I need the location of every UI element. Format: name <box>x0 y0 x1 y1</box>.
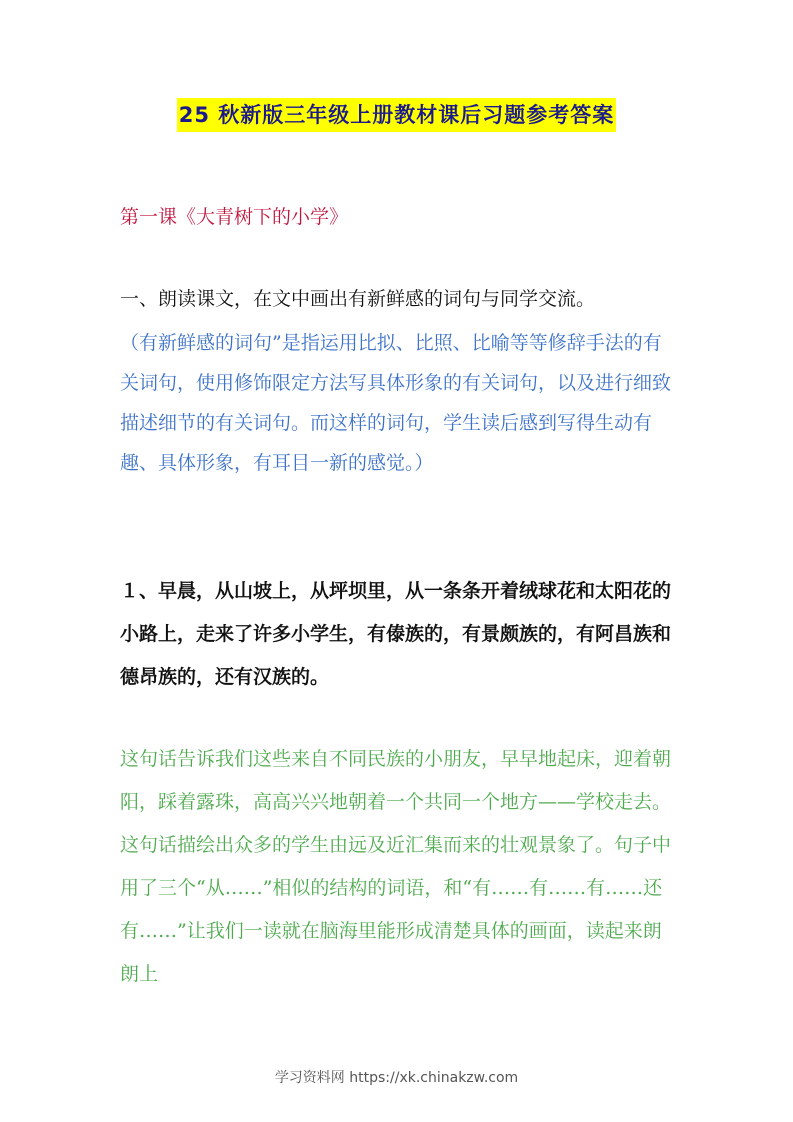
lesson-heading: 第一课《大青树下的小学》 <box>120 206 349 228</box>
title-container <box>0 98 793 132</box>
footer-watermark: 学习资料网 https://xk.chinakzw.com <box>274 1070 519 1086</box>
question-text: 一、朗读课文，在文中画出有新鲜感的词句与同学交流。 <box>120 288 596 310</box>
sentence-analysis: 这句话告诉我们这些来自不同民族的小朋友，早早地起床，迎着朝阳，踩着露珠，高高兴兴地朝着一个共同一个地方——学校走去。这句话描绘出众多的学生由远及近汇集而来的壮观景象了。句子中用了三个“从……”相似的结构的词语，和“有……有……有……还有……”让我们一读就在脑海里能形成清楚具体的画面，读起来朗朗上 <box>120 748 672 985</box>
page-title: 25 秋新版三年级上册教材课后习题参考答案 <box>177 98 617 132</box>
example-sentence: １、早晨，从山坡上，从坪坝里，从一条条开着绒球花和太阳花的小路上，走来了许多小学生，有傣族的，有景颇族的，有阿昌族和德昂族的，还有汉族的。 <box>120 580 672 688</box>
answer-note: （有新鲜感的词句”是指运用比拟、比照、比喻等等修辞手法的有关词句，使用修饰限定方法写具体形象的有关词句，以及进行细致描述细节的有关词句。而这样的词句，学生读后感到写得生动有趣、具体形象，有耳目一新的感觉。） <box>120 332 672 474</box>
